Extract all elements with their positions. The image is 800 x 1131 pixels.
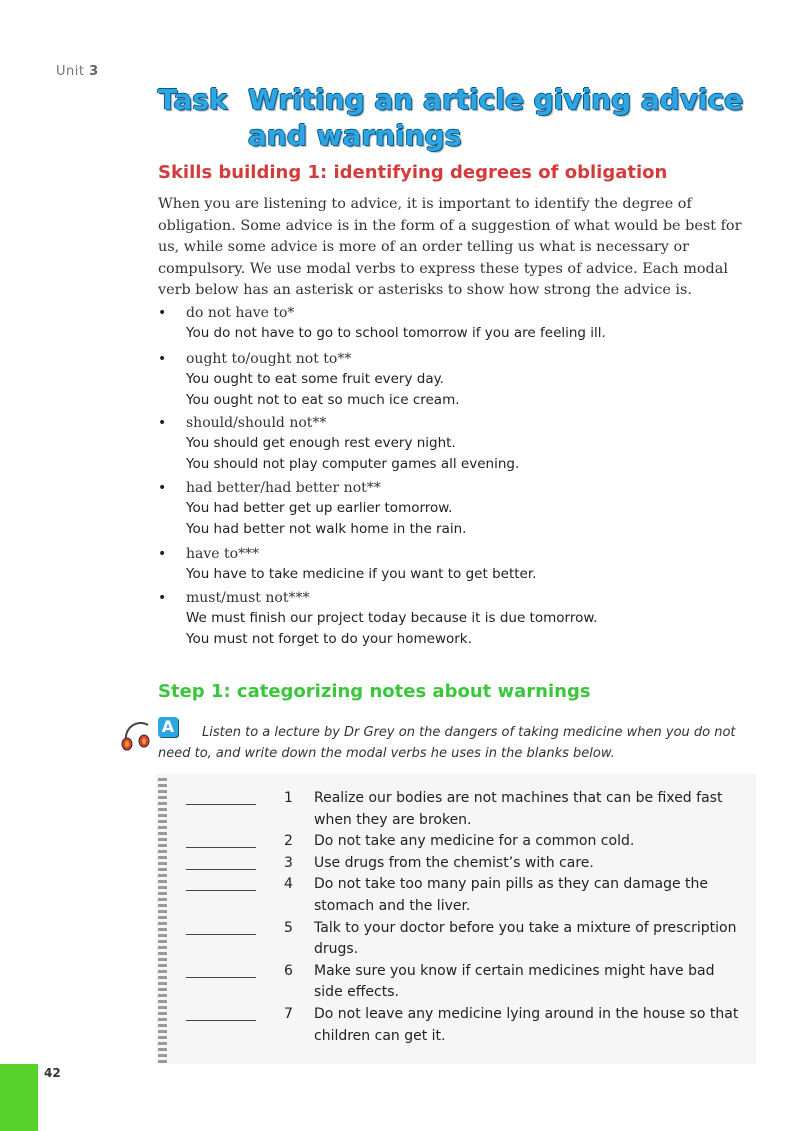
bullet-icon: • <box>158 305 167 321</box>
answer-blank[interactable] <box>186 847 256 848</box>
spiral-ring <box>158 1012 167 1015</box>
spiral-ring <box>158 940 167 943</box>
unit-label <box>56 64 99 79</box>
spiral-ring <box>158 850 167 853</box>
spiral-ring <box>158 952 167 955</box>
spiral-ring <box>158 886 167 889</box>
spiral-ring <box>158 922 167 925</box>
answer-blank[interactable] <box>186 804 256 805</box>
item-text: Do not take too many pain pills as they can damage the stomach and the liver. <box>314 876 709 914</box>
page-number: 42 <box>44 1066 61 1080</box>
item-text: Talk to your doctor before you take a mixture of prescription drugs. <box>314 919 737 958</box>
step-heading: Step 1: categorizing notes about warnings <box>158 681 591 702</box>
spiral-ring <box>158 1024 167 1027</box>
spiral-binding-icon <box>156 774 170 1064</box>
unit-number: 3 <box>89 64 99 79</box>
spiral-ring <box>158 844 167 847</box>
intro-paragraph: When you are listening to advice, it is important to identify the degree of obligation. Some advice is in the form of a suggestion of what would be best for us, while some advice is more of an order telling us what is necessary or compulsory. We use modal verbs to express these types of advice. Each modal verb below has an asterisk or asterisks to show how strong the advice is. <box>158 196 742 299</box>
spiral-ring <box>158 862 167 865</box>
answer-blank[interactable] <box>186 934 256 935</box>
bullet-icon: • <box>158 480 167 496</box>
spiral-ring <box>158 826 167 829</box>
exercise-instruction <box>158 722 758 764</box>
spiral-ring <box>158 970 167 973</box>
bullet-icon: • <box>158 415 167 431</box>
modal-example: You must not forget to do your homework. <box>186 631 472 647</box>
modal-item <box>158 478 758 544</box>
item-text: Realize our bodies are not machines that can be fixed fast when they are broken. <box>314 790 723 828</box>
spiral-ring <box>158 898 167 901</box>
modal-example: You have to take medicine if you want to get better. <box>186 566 537 582</box>
spiral-ring <box>158 880 167 883</box>
modal-example: We must finish our project today because it is due tomorrow. <box>186 610 598 626</box>
blank-item <box>186 961 746 1004</box>
item-number: 6 <box>284 962 293 979</box>
spiral-ring <box>158 1048 167 1051</box>
spiral-ring <box>158 928 167 931</box>
item-number: 7 <box>284 1005 293 1022</box>
spiral-ring <box>158 874 167 877</box>
blank-item <box>186 788 746 831</box>
item-text: Do not take any medicine for a common cold. <box>314 833 635 850</box>
spiral-ring <box>158 1054 167 1057</box>
item-number: 4 <box>284 876 293 893</box>
spiral-ring <box>158 1060 167 1063</box>
spiral-ring <box>158 856 167 859</box>
spiral-ring <box>158 868 167 871</box>
item-number: 3 <box>284 854 293 871</box>
item-number: 1 <box>284 790 293 806</box>
blank-item <box>186 874 746 917</box>
item-text: Use drugs from the chemist’s with care. <box>314 854 594 871</box>
spiral-ring <box>158 784 167 787</box>
modal-item <box>158 303 758 349</box>
item-text: Do not leave any medicine lying around in the house so that children can get it. <box>314 1005 739 1044</box>
modal-verb: had better/had better not** <box>186 480 381 496</box>
spiral-ring <box>158 916 167 919</box>
modal-example: You had better get up earlier tomorrow. <box>186 500 453 516</box>
modal-example: You ought not to eat so much ice cream. <box>186 392 460 408</box>
title-text: Writing an article giving advice and warnings <box>248 83 744 152</box>
answer-blank[interactable] <box>186 890 256 891</box>
modal-verb: ought to/ought not to** <box>186 351 352 367</box>
spiral-ring <box>158 892 167 895</box>
modal-item <box>158 544 758 588</box>
modal-example: You had better not walk home in the rain. <box>186 521 467 537</box>
instruction-text: Listen to a lecture by Dr Grey on the dangers of taking medicine when you do not need to, and write down the modal verbs he uses in the blanks below. <box>158 725 736 761</box>
item-text: Make sure you know if certain medicines might have bad side effects. <box>314 962 715 1001</box>
spiral-ring <box>158 802 167 805</box>
spiral-ring <box>158 1030 167 1033</box>
spiral-ring <box>158 1018 167 1021</box>
spiral-ring <box>158 790 167 793</box>
spiral-ring <box>158 910 167 913</box>
spiral-ring <box>158 964 167 967</box>
spiral-ring <box>158 1036 167 1039</box>
modal-item <box>158 349 758 413</box>
modal-verb: must/must not*** <box>186 590 310 606</box>
modal-verb: do not have to* <box>186 305 295 321</box>
title-task-label: Task <box>158 83 228 116</box>
spiral-ring <box>158 946 167 949</box>
exercise-a-badge: A <box>158 717 178 737</box>
spiral-ring <box>158 958 167 961</box>
spiral-ring <box>158 988 167 991</box>
modal-example: You should not play computer games all evening. <box>186 456 520 472</box>
spiral-ring <box>158 1000 167 1003</box>
spiral-ring <box>158 1006 167 1009</box>
spiral-ring <box>158 982 167 985</box>
skills-heading: Skills building 1: identifying degrees of obligation <box>158 162 668 183</box>
answer-blank[interactable] <box>186 1020 256 1021</box>
bullet-icon: • <box>158 590 167 606</box>
answer-blank[interactable] <box>186 977 256 978</box>
modal-example: You do not have to go to school tomorrow if you are feeling ill. <box>186 325 606 341</box>
item-number: 5 <box>284 919 293 936</box>
blank-item <box>186 918 746 961</box>
modal-verb-list <box>158 303 758 652</box>
page-edge-bar <box>0 1064 38 1131</box>
bullet-icon: • <box>158 351 167 367</box>
modal-item <box>158 588 758 652</box>
spiral-ring <box>158 904 167 907</box>
modal-example: You ought to eat some fruit every day. <box>186 371 444 387</box>
spiral-ring <box>158 808 167 811</box>
item-number: 2 <box>284 833 293 850</box>
blank-item <box>186 1004 746 1047</box>
blank-item <box>186 853 746 875</box>
spiral-ring <box>158 934 167 937</box>
modal-verb: should/should not** <box>186 415 327 431</box>
spiral-ring <box>158 796 167 799</box>
spiral-ring <box>158 976 167 979</box>
blank-item <box>186 831 746 853</box>
answer-blank[interactable] <box>186 869 256 870</box>
spiral-ring <box>158 778 167 781</box>
modal-example: You should get enough rest every night. <box>186 435 456 451</box>
modal-item <box>158 413 758 478</box>
bullet-icon: • <box>158 546 167 562</box>
spiral-ring <box>158 994 167 997</box>
spiral-ring <box>158 838 167 841</box>
modal-verb: have to*** <box>186 546 260 562</box>
spiral-ring <box>158 832 167 835</box>
fill-in-blank-list <box>186 788 746 1047</box>
headphones-icon <box>118 717 156 751</box>
spiral-ring <box>158 814 167 817</box>
unit-word: Unit <box>56 64 85 79</box>
spiral-ring <box>158 1042 167 1045</box>
spiral-ring <box>158 820 167 823</box>
